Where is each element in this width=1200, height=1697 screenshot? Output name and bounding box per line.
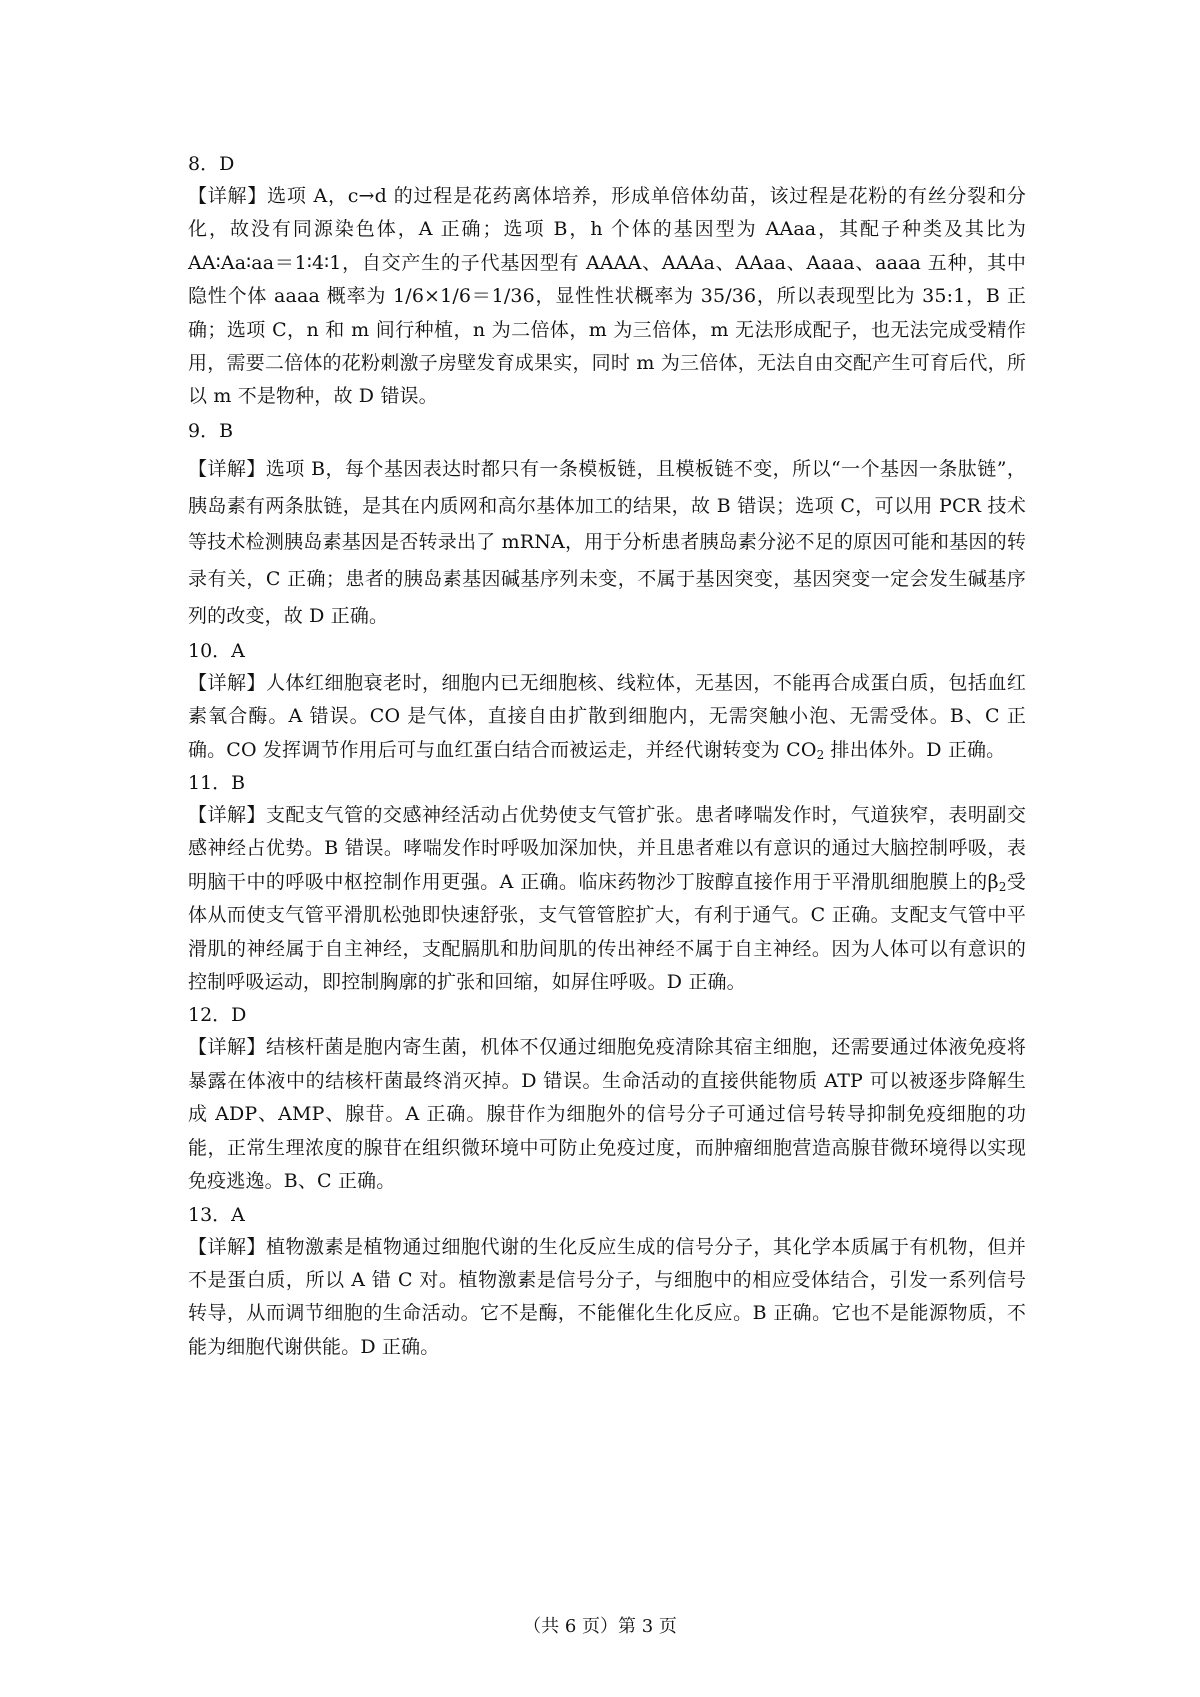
question-11-explanation-text: 【详解】支配支气管的交感神经活动占优势使支气管扩张。患者哮喘发作时，气道狭窄，表明副交感神经占优势。B 错误。哮喘发作时呼吸加深加快，并且患者难以有意识的通过大脑控制呼吸，表明脑干中的呼吸中枢控制作用更强。A 正确。临床药物沙丁胺醇直接作用于平滑肌细胞膜上的β [188, 804, 1026, 893]
question-10-explanation-text-end: 排出体外。D 正确。 [824, 738, 1006, 761]
question-11 [188, 767, 1026, 999]
question-11-explanation [188, 799, 1026, 999]
question-8-answer: 8．D [188, 153, 235, 175]
question-13-answer: 13．A [188, 1203, 245, 1226]
page-footer: （共 6 页）第 3 页 [523, 1616, 677, 1637]
question-13 [188, 1199, 1026, 1365]
question-12 [188, 999, 1026, 1198]
question-8 [188, 148, 1026, 414]
question-9-answer: 9．B [188, 419, 234, 442]
answer-page [188, 148, 1026, 1364]
question-9-explanation: 【详解】选项 B，每个基因表达时都只有一条模板链，且模板链不变，所以“一个基因一条肽链”，胰岛素有两条肽链，是其在内质网和高尔基体加工的结果，故 B 错误；选项 C，可以用 PCR 技术等技术检测胰岛素基因是否转录出了 mRNA，用于分析患者胰岛素分泌不足的原因可能和基因的转录有关，C 正确；患者的胰岛素基因碱基序列未变，不属于基因突变，基因突变一定会发生碱基序列的改变，故 D 正确。 [188, 457, 1026, 628]
question-8-explanation: 【详解】选项 A，c→d 的过程是花药离体培养，形成单倍体幼苗，该过程是花粉的有丝分裂和分化，故没有同源染色体，A 正确；选项 B，h 个体的基因型为 AAaa，其配子种类及其比为 AA∶Aa∶aa＝1∶4∶1，自交产生的子代基因型有 AAAA、AAAa、AAaa、Aaaa、aaaa 五种，其中隐性个体 aaaa 概率为 1/6×1/6＝1/36，显性性状概率为 35/36，所以表现型比为 35:1，B 正确；选项 C，n 和 m 间行种植，n 为二倍体，m 为三倍体，m 无法形成配子，也无法完成受精作用，需要二倍体的花粉刺激子房壁发育成果实，同时 m 为三倍体，无法自由交配产生可育后代，所以 m 不是物种，故 D 错误。 [188, 185, 1026, 408]
question-11-answer: 11．B [188, 772, 246, 795]
question-10 [188, 635, 1026, 767]
question-13-explanation: 【详解】植物激素是植物通过细胞代谢的生化反应生成的信号分子，其化学本质属于有机物，但并不是蛋白质，所以 A 错 C 对。植物激素是信号分子，与细胞中的相应受体结合，引发一系列信号转导，从而调节细胞的生命活动。它不是酶，不能催化生化反应。B 正确。它也不是能源物质，不能为细胞代谢供能。D 正确。 [188, 1235, 1026, 1358]
question-10-explanation-text: 【详解】人体红细胞衰老时，细胞内已无细胞核、线粒体，无基因，不能再合成蛋白质，包括血红素氧合酶。A 错误。CO 是气体，直接自由扩散到细胞内，无需突触小泡、无需受体。B、C 正确。CO 发挥调节作用后可与血红蛋白结合而被运走，并经代谢转变为 CO [188, 671, 1026, 761]
subscript: 2 [998, 879, 1007, 894]
subscript: 2 [816, 747, 825, 762]
question-11-explanation-text-end: 受体从而使支气管平滑肌松弛即快速舒张，支气管管腔扩大，有利于通气。C 正确。支配支气管中平滑肌的神经属于自主神经，支配膈肌和肋间肌的传出神经不属于自主神经。因为人体可以有意识的控制呼吸运动，即控制胸廓的扩张和回缩，如屏住呼吸。D 正确。 [188, 870, 1026, 994]
question-12-explanation: 【详解】结核杆菌是胞内寄生菌，机体不仅通过细胞免疫清除其宿主细胞，还需要通过体液免疫将暴露在体液中的结核杆菌最终消灭掉。D 错误。生命活动的直接供能物质 ATP 可以被逐步降解生成 ADP、AMP、腺苷。A 正确。腺苷作为细胞外的信号分子可通过信号转导抑制免疫细胞的功能，正常生理浓度的腺苷在组织微环境中可防止免疫过度，而肿瘤细胞营造高腺苷微环境得以实现免疫逃逸。B、C 正确。 [188, 1036, 1026, 1193]
question-12-answer: 12．D [188, 1004, 247, 1027]
question-9 [188, 415, 1026, 635]
question-10-answer: 10．A [188, 639, 245, 662]
question-10-explanation [188, 667, 1026, 767]
